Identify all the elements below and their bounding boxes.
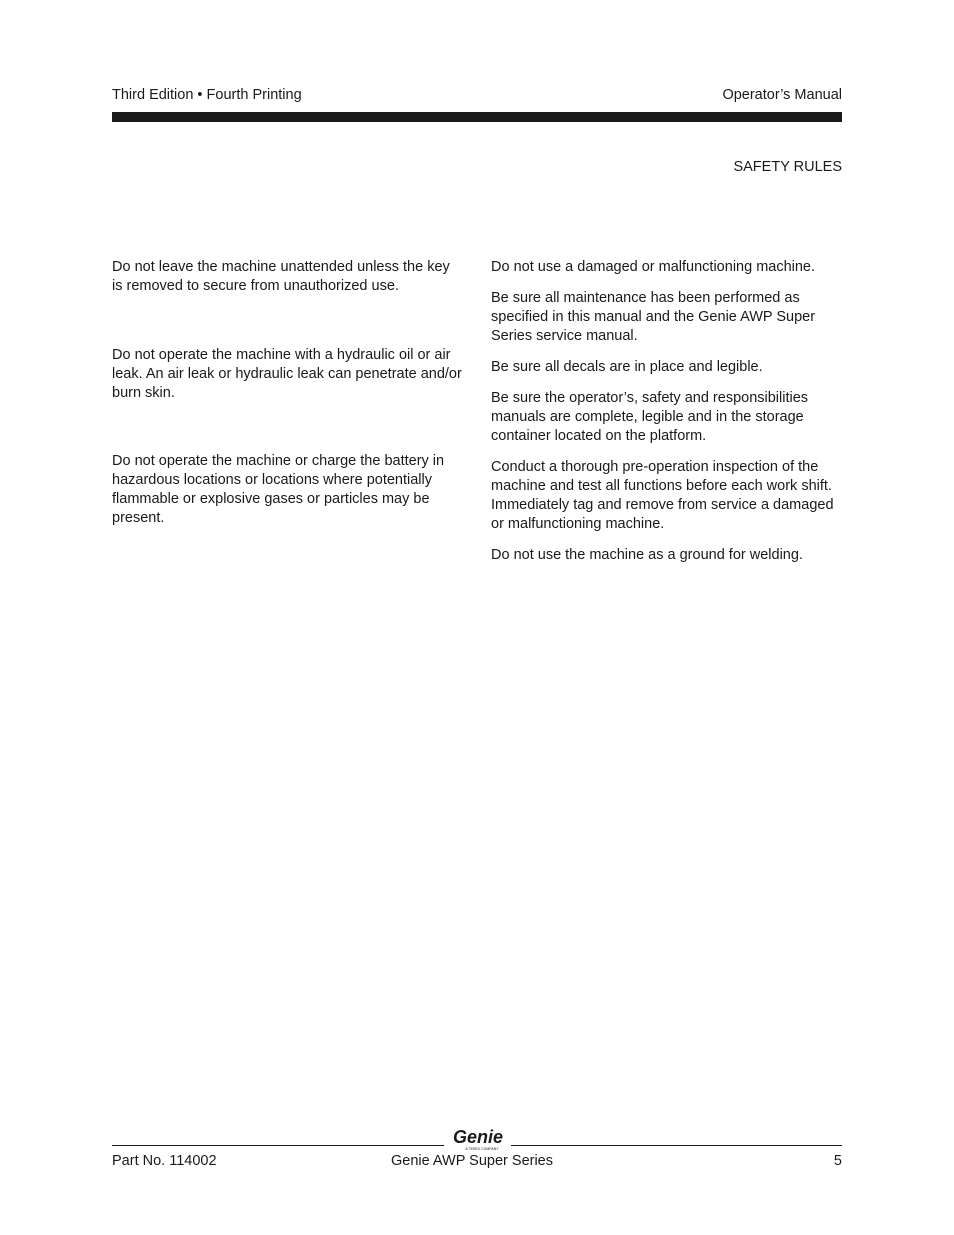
header-rule [112, 112, 842, 122]
left-column [112, 258, 464, 578]
safety-rule-paragraph: Do not use a damaged or malfunctioning machine. [491, 259, 816, 275]
safety-rule-paragraph: Do not operate the machine or charge the battery in hazardous locations or locations where potentially flammable or explosive gases or particles may be present. [112, 453, 445, 526]
section-label: SAFETY RULES [733, 159, 842, 175]
safety-rule-paragraph: Be sure all decals are in place and legible. [491, 359, 763, 375]
safety-rule-paragraph: Conduct a thorough pre-operation inspection of the machine and test all functions before each work shift. Immediately tag and remove from service a damaged or malfunctioning machine. [491, 459, 834, 532]
safety-rule-paragraph: Do not leave the machine unattended unless the key is removed to secure from unauthorized use. [112, 259, 450, 294]
footer-part-number: Part No. 114002 [112, 1153, 217, 1169]
safety-rule-paragraph: Be sure the operator’s, safety and responsibilities manuals are complete, legible and in the storage container located on the platform. [491, 390, 809, 444]
footer-rule-right [511, 1145, 842, 1146]
safety-rule-paragraph: Do not use the machine as a ground for welding. [491, 547, 803, 563]
right-column [491, 258, 842, 577]
safety-rule-paragraph: Do not operate the machine with a hydraulic oil or air leak. An air leak or hydraulic leak can penetrate and/or burn skin. [112, 347, 462, 401]
genie-logo-tagline: A TEREX COMPANY [465, 1147, 499, 1151]
page-number: 5 [833, 1153, 842, 1169]
header-edition: Third Edition • Fourth Printing [112, 87, 302, 103]
safety-rule-paragraph: Be sure all maintenance has been performed as specified in this manual and the Genie AWP Super Series service manual. [491, 290, 816, 344]
header-manual-title: Operator’s Manual [722, 87, 842, 103]
footer-rule-left [112, 1145, 444, 1146]
footer-title: Genie AWP Super Series [391, 1153, 553, 1169]
genie-logo-wordmark: Genie [452, 1127, 504, 1147]
genie-logo [449, 1125, 507, 1155]
